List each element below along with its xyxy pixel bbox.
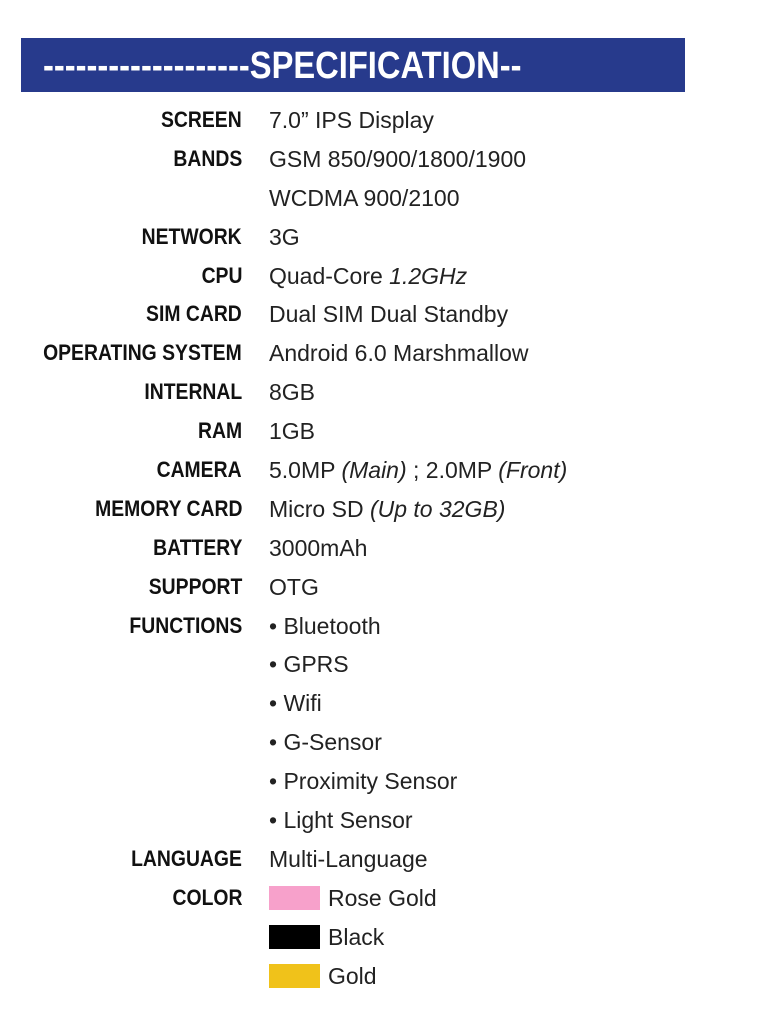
spec-value xyxy=(269,451,567,489)
spec-value: 1GB xyxy=(269,418,316,445)
spec-label: SUPPORT xyxy=(148,573,242,599)
function-item: • Wifi xyxy=(269,690,322,717)
color-name: Black xyxy=(328,923,385,950)
spec-row-cpu xyxy=(0,257,757,296)
spec-label: RAM xyxy=(197,418,242,444)
spec-row-ram xyxy=(0,412,757,451)
color-option xyxy=(269,918,384,956)
spec-row-functions xyxy=(0,607,757,646)
spec-value: GSM 850/900/1800/1900 xyxy=(269,145,527,172)
banner-title: -------------------SPECIFICATION-- xyxy=(43,45,522,87)
camera-front-note: (Front) xyxy=(498,457,568,484)
spec-label: COLOR xyxy=(172,884,242,910)
memory-card-note: (Up to 32GB) xyxy=(369,495,506,522)
spec-row-memory-card xyxy=(0,490,757,529)
spec-row-color-3 xyxy=(0,957,757,996)
spec-label: BANDS xyxy=(173,145,242,171)
spec-label: LANGUAGE xyxy=(131,845,242,871)
spec-label: INTERNAL xyxy=(144,379,242,405)
spec-row-battery xyxy=(0,529,757,568)
cpu-type: Quad-Core xyxy=(269,262,383,289)
spec-row-functions-3 xyxy=(0,684,757,723)
function-item: • G-Sensor xyxy=(269,729,382,756)
function-item: • Bluetooth xyxy=(269,612,381,639)
spec-value: Dual SIM Dual Standby xyxy=(269,301,509,328)
color-name: Rose Gold xyxy=(328,884,437,911)
spec-row-functions-6 xyxy=(0,801,757,840)
memory-card-type: Micro SD xyxy=(269,495,364,522)
spec-row-support xyxy=(0,568,757,607)
spec-row-color xyxy=(0,879,757,918)
spec-value: OTG xyxy=(269,573,319,600)
camera-separator: ; xyxy=(406,457,426,484)
spec-value: 3000mAh xyxy=(269,534,368,561)
spec-value: 7.0” IPS Display xyxy=(269,107,434,133)
spec-label: BATTERY xyxy=(152,534,242,560)
spec-value: 3G xyxy=(269,223,300,250)
color-option xyxy=(269,879,437,917)
color-swatch xyxy=(269,964,320,988)
spec-label: MEMORY CARD xyxy=(94,495,242,521)
spec-row-screen xyxy=(0,101,757,140)
spec-row-bands-2 xyxy=(0,179,757,218)
spec-value xyxy=(269,257,467,295)
spec-row-network xyxy=(0,218,757,257)
function-item: • Light Sensor xyxy=(269,807,413,834)
spec-label: SCREEN xyxy=(161,107,242,132)
spec-row-os xyxy=(0,334,757,373)
spec-row-bands xyxy=(0,140,757,179)
spec-value: Android 6.0 Marshmallow xyxy=(269,340,529,367)
spec-label: CAMERA xyxy=(157,457,242,483)
spec-row-color-2 xyxy=(0,918,757,957)
spec-value: 8GB xyxy=(269,379,316,406)
spec-value xyxy=(269,490,505,528)
spec-row-functions-2 xyxy=(0,645,757,684)
camera-main-note: (Main) xyxy=(341,457,407,484)
cpu-speed: 1.2GHz xyxy=(389,262,468,289)
color-option xyxy=(269,957,377,995)
spec-label: OPERATING SYSTEM xyxy=(43,340,242,366)
specification-banner xyxy=(21,38,685,92)
spec-row-functions-5 xyxy=(0,762,757,801)
spec-label: SIM CARD xyxy=(146,301,242,327)
spec-row-functions-4 xyxy=(0,723,757,762)
function-item: • Proximity Sensor xyxy=(269,768,458,795)
color-swatch xyxy=(269,886,320,910)
spec-row-language xyxy=(0,840,757,879)
spec-table xyxy=(0,101,757,995)
spec-row-camera xyxy=(0,451,757,490)
function-item: • GPRS xyxy=(269,651,349,678)
spec-label: CPU xyxy=(201,262,242,288)
spec-row-sim-card xyxy=(0,295,757,334)
spec-value: WCDMA 900/2100 xyxy=(269,184,460,211)
camera-main: 5.0MP xyxy=(269,457,336,484)
color-swatch xyxy=(269,925,320,949)
spec-row-internal xyxy=(0,373,757,412)
color-name: Gold xyxy=(328,962,377,989)
spec-label: FUNCTIONS xyxy=(129,612,242,638)
spec-label: NETWORK xyxy=(141,223,242,249)
camera-front: 2.0MP xyxy=(425,457,492,484)
spec-value: Multi-Language xyxy=(269,845,428,872)
